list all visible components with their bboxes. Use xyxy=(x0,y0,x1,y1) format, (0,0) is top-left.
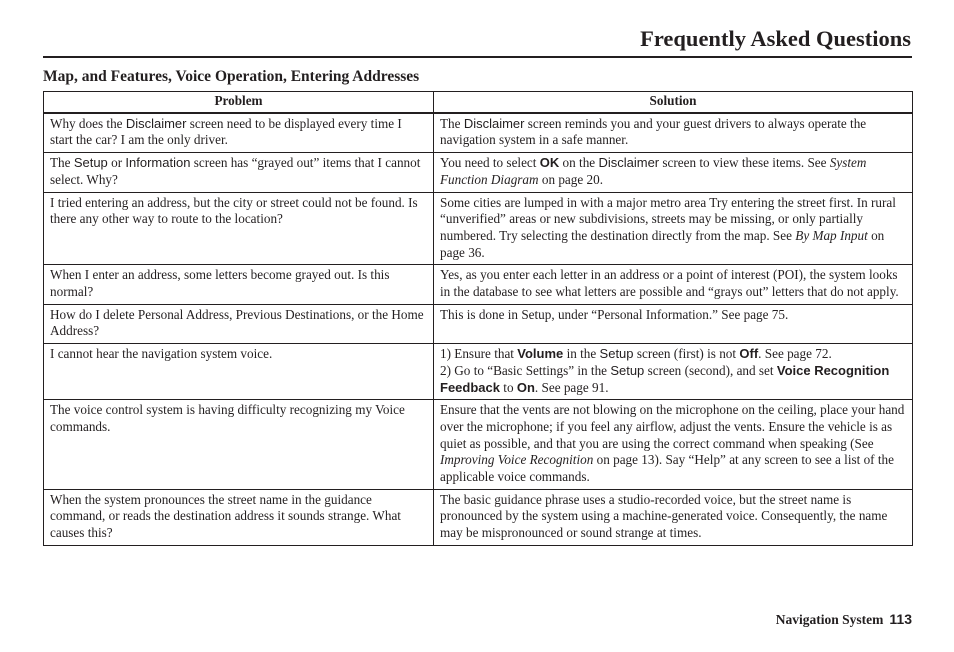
solution-cell xyxy=(434,265,913,304)
solution-text: Off xyxy=(739,346,759,362)
solution-text: Voice Recognition Feedback xyxy=(440,362,890,395)
problem-column-header: Problem xyxy=(44,92,434,113)
solution-text: The basic guidance phrase uses a studio-recorded voice, but the street name is pronounced by the system using a machine-generated voice. Consequently, the name may be mispronounced or sound strange at times. xyxy=(440,491,888,541)
problem-text: Information xyxy=(125,155,191,171)
solution-text: This is done in Setup, under “Personal Information.” See page 75. xyxy=(440,306,789,322)
problem-cell xyxy=(44,400,434,490)
problem-text: The voice control system is having difficulty recognizing my Voice commands. xyxy=(50,402,405,434)
solution-cell xyxy=(434,153,913,192)
solution-text: Setup xyxy=(610,362,645,378)
problem-text: When I enter an address, some letters become grayed out. Is this normal? xyxy=(50,267,390,300)
solution-text: On xyxy=(516,379,535,395)
problem-cell xyxy=(44,344,434,400)
solution-text: The xyxy=(440,115,464,131)
table-header-row xyxy=(44,92,913,113)
solution-text: Some cities are lumped in with a major metro area Try entering the street first. In rural “unverified” areas or new subdivisions, streets may be missing, or only partially numbered. Try selecting the destination directly from the map. See xyxy=(440,194,896,243)
solution-text: . See page 72. xyxy=(758,346,832,362)
problem-text: The xyxy=(50,155,74,171)
solution-text: OK xyxy=(539,155,560,171)
page-footer xyxy=(776,610,912,629)
solution-text: Volume xyxy=(517,346,564,362)
solution-text: Disclaimer xyxy=(598,155,660,171)
solution-text: screen to view these items. See xyxy=(659,155,830,171)
solution-text: on the xyxy=(559,155,599,171)
problem-cell xyxy=(44,192,434,265)
faq-table-body xyxy=(44,113,913,546)
title-rule xyxy=(43,56,912,58)
solution-text: Disclaimer xyxy=(463,115,525,131)
solution-column-header: Solution xyxy=(434,92,913,113)
solution-text: in the xyxy=(563,346,600,362)
solution-text: screen (first) is not xyxy=(633,346,740,362)
solution-text: screen (second), and set xyxy=(644,362,777,378)
problem-text: screen has “grayed out” items that I cannot select. Why? xyxy=(50,155,421,187)
table-row xyxy=(44,400,913,490)
problem-text: When the system pronounces the street name in the guidance command, or reads the destination address it sounds strange. What causes this? xyxy=(50,491,401,541)
problem-text: I cannot hear the navigation system voice. xyxy=(50,346,273,362)
solution-text: By Map Input xyxy=(795,227,868,243)
solution-text: on page 36. xyxy=(440,227,885,260)
solution-cell xyxy=(434,400,913,490)
footer-label: Navigation System xyxy=(775,612,884,627)
solution-text: You need to select xyxy=(440,155,540,171)
solution-text: 1) Ensure that xyxy=(440,346,518,362)
solution-cell xyxy=(434,344,913,400)
problem-cell xyxy=(44,113,434,153)
solution-text: to xyxy=(499,379,517,395)
table-row xyxy=(44,113,913,153)
solution-text: . See page 91. xyxy=(534,379,609,395)
table-row xyxy=(44,153,913,192)
solution-cell xyxy=(434,304,913,343)
solution-text: on page 20. xyxy=(538,171,604,187)
problem-cell xyxy=(44,153,434,192)
problem-cell xyxy=(44,304,434,343)
table-row xyxy=(44,489,913,545)
problem-cell xyxy=(44,265,434,304)
faq-table xyxy=(43,91,913,546)
table-row xyxy=(44,192,913,265)
problem-text: Setup xyxy=(73,155,108,171)
solution-text: screen reminds you and your guest drivers to always operate the navigation system in a safe manner. xyxy=(440,115,867,148)
problem-text: I tried entering an address, but the city or street could not be found. Is there any other way to route to the location? xyxy=(50,194,418,227)
problem-text: screen need to be displayed every time I start the car? I am the only driver. xyxy=(50,115,402,148)
solution-text: Setup xyxy=(599,346,634,362)
solution-text: Yes, as you enter each letter in an address or a point of interest (POI), the system looks in the database to see what letters are possible and “grays out” letters that do not apply. xyxy=(440,267,899,300)
page-number: 113 xyxy=(889,611,912,627)
solution-text: 2) Go to “Basic Settings” in the xyxy=(440,362,611,378)
problem-text: How do I delete Personal Address, Previous Destinations, or the Home Address? xyxy=(50,306,424,339)
problem-text: Disclaimer xyxy=(125,115,187,131)
table-row xyxy=(44,344,913,400)
page-title: Frequently Asked Questions xyxy=(640,26,911,51)
solution-cell xyxy=(434,192,913,265)
solution-text: Improving Voice Recognition xyxy=(440,452,594,468)
table-row xyxy=(44,265,913,304)
table-row xyxy=(44,304,913,343)
problem-cell xyxy=(44,489,434,545)
problem-text: Why does the xyxy=(50,115,126,131)
solution-text: System Function Diagram xyxy=(440,155,867,187)
solution-cell xyxy=(434,489,913,545)
section-heading: Map, and Features, Voice Operation, Entering Addresses xyxy=(43,68,420,85)
solution-text: on page 13). Say “Help” at any screen to see a list of the applicable voice commands. xyxy=(440,452,894,485)
solution-cell xyxy=(434,113,913,153)
problem-text: or xyxy=(107,155,126,171)
solution-text: Ensure that the vents are not blowing on the microphone on the ceiling, place your hand over the microphone; if you feel any airflow, adjust the vents. Ensure the vehicle is as quiet as possible, and that you are using the correct command when speaking (See xyxy=(440,402,905,451)
